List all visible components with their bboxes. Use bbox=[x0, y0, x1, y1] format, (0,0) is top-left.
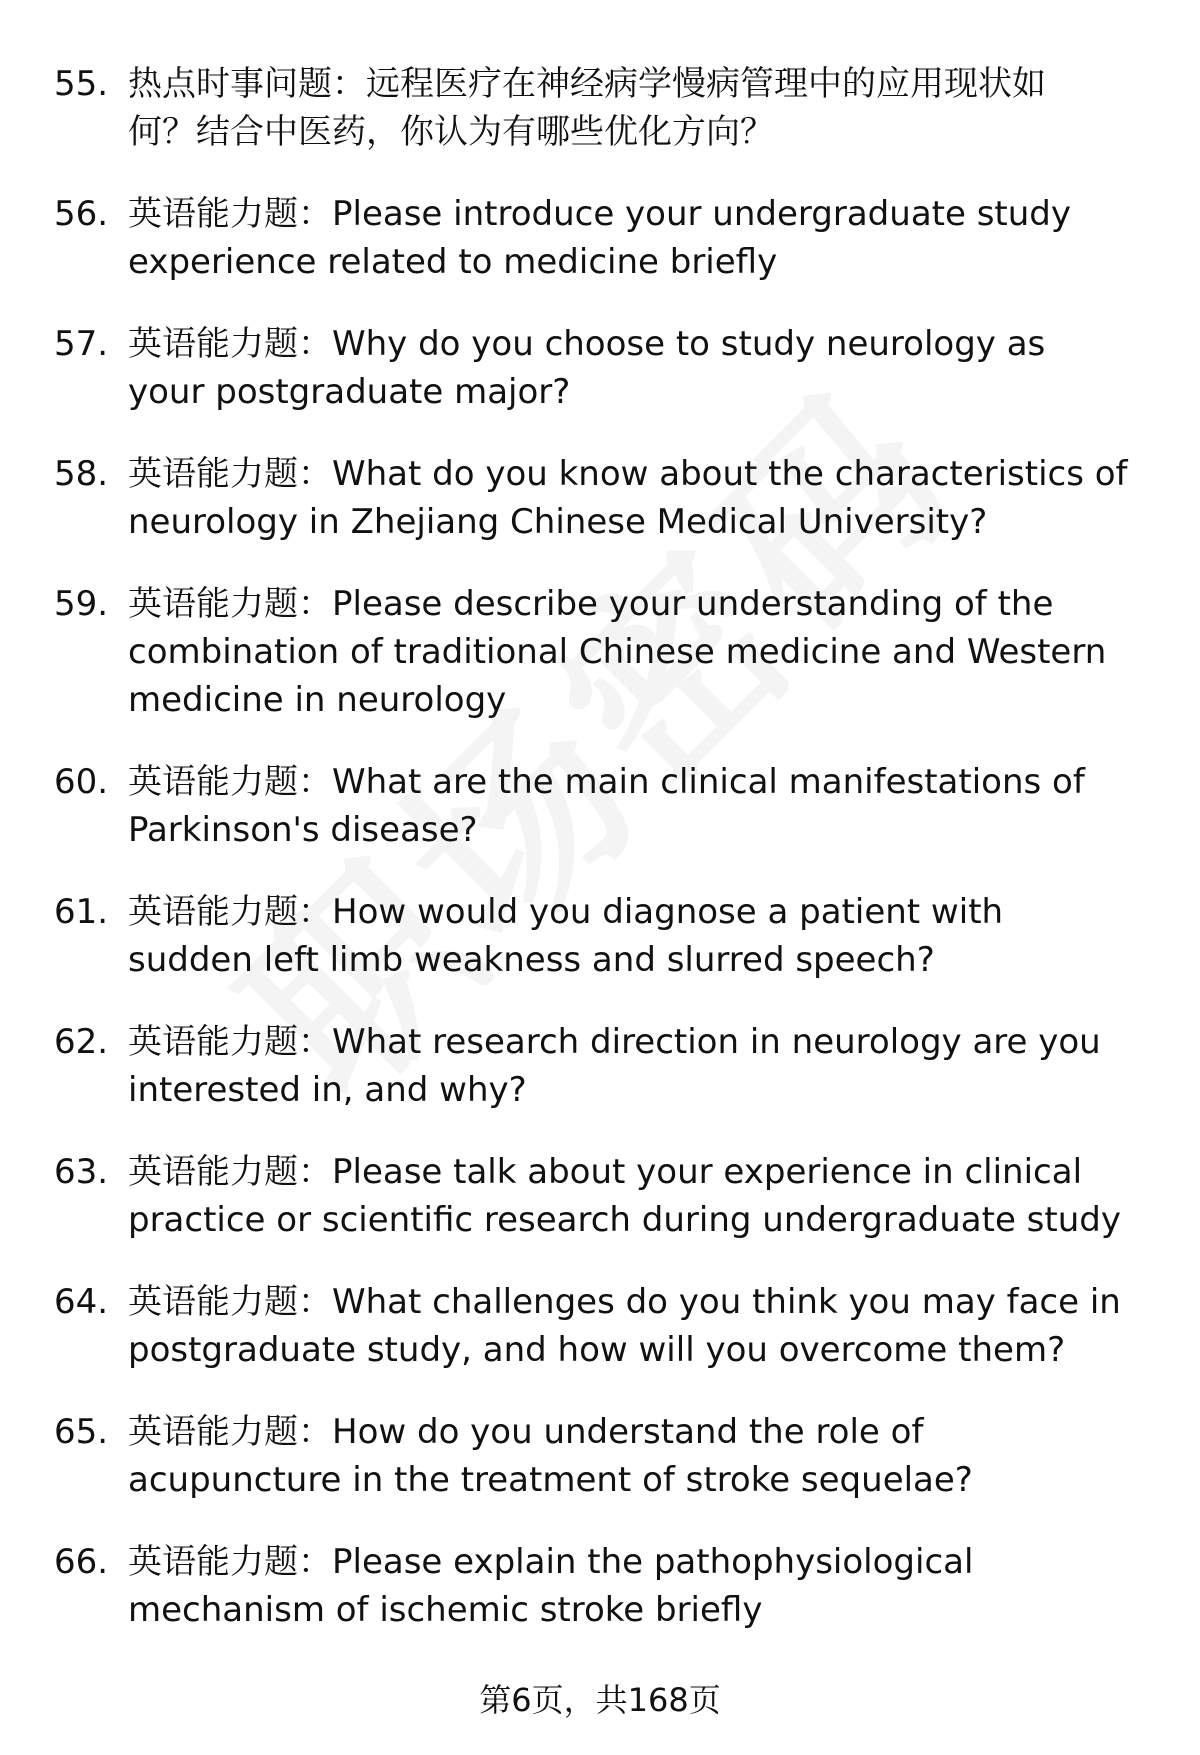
question-item bbox=[0, 320, 1200, 416]
question-text: 英语能力题：What challenges do you think you may face in postgraduate study, and how will you overcome them? bbox=[128, 1282, 1121, 1370]
question-text: 英语能力题：What are the main clinical manifestations of Parkinson's disease? bbox=[128, 762, 1085, 850]
question-item bbox=[0, 1538, 1200, 1634]
question-list bbox=[0, 60, 1200, 1668]
question-number: 55. bbox=[54, 64, 109, 104]
question-number: 62. bbox=[54, 1022, 109, 1062]
question-number: 63. bbox=[54, 1152, 109, 1192]
page-footer: 第6页，共168页 bbox=[479, 1681, 721, 1719]
question-number: 60. bbox=[54, 762, 109, 802]
question-number: 64. bbox=[54, 1282, 109, 1322]
question-text: 英语能力题：Why do you choose to study neurology as your postgraduate major? bbox=[128, 324, 1046, 412]
question-text: 英语能力题：Please introduce your undergraduate study experience related to medicine briefly bbox=[128, 194, 1072, 282]
question-item bbox=[0, 1018, 1200, 1114]
question-text: 英语能力题：Please describe your understanding of the combination of traditional Chinese medicine and Western medicine in neurology bbox=[128, 584, 1107, 720]
question-number: 66. bbox=[54, 1542, 109, 1582]
question-item bbox=[0, 1408, 1200, 1504]
question-text: 英语能力题：What research direction in neurology are you interested in, and why? bbox=[128, 1022, 1101, 1110]
question-item bbox=[0, 888, 1200, 984]
question-text: 热点时事问题：远程医疗在神经病学慢病管理中的应用现状如 何？结合中医药，你认为有哪些优化方向？ bbox=[128, 64, 1046, 152]
question-item bbox=[0, 758, 1200, 854]
question-text: 英语能力题：How do you understand the role of acupuncture in the treatment of stroke sequelae? bbox=[128, 1412, 973, 1500]
question-text: 英语能力题：Please talk about your experience in clinical practice or scientific research during undergraduate study bbox=[128, 1152, 1121, 1240]
question-number: 57. bbox=[54, 324, 109, 364]
question-number: 59. bbox=[54, 584, 109, 624]
question-number: 61. bbox=[54, 892, 109, 932]
question-item bbox=[0, 1148, 1200, 1244]
question-item bbox=[0, 60, 1200, 156]
question-item bbox=[0, 450, 1200, 546]
question-text: 英语能力题：How would you diagnose a patient with sudden left limb weakness and slurred speech? bbox=[128, 892, 1004, 980]
question-number: 58. bbox=[54, 454, 109, 494]
question-item bbox=[0, 1278, 1200, 1374]
question-item bbox=[0, 190, 1200, 286]
question-item bbox=[0, 580, 1200, 724]
question-text: 英语能力题：Please explain the pathophysiological mechanism of ischemic stroke briefly bbox=[128, 1542, 974, 1630]
question-text: 英语能力题：What do you know about the characteristics of neurology in Zhejiang Chinese Medical University? bbox=[128, 454, 1128, 542]
question-number: 65. bbox=[54, 1412, 109, 1452]
question-number: 56. bbox=[54, 194, 109, 234]
